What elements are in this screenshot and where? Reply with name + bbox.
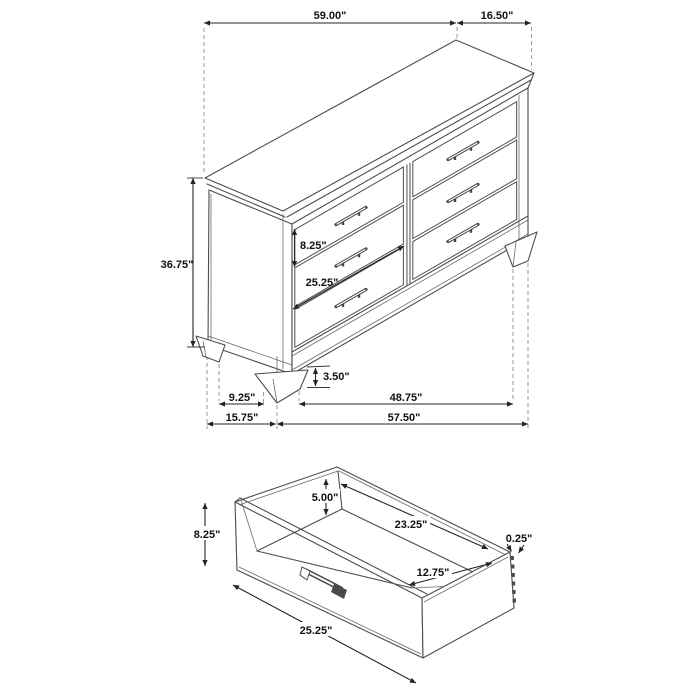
- label-drawer-front-width: 25.25": [305, 277, 339, 289]
- label-drawer-front-height: 8.25": [300, 240, 327, 252]
- label-overall-depth: 16.50": [480, 10, 514, 22]
- label-panel-thickness: 0.25": [505, 533, 533, 545]
- label-base-depth: 15.75": [225, 412, 259, 424]
- drawer-box-art: [235, 467, 516, 658]
- label-interior-depth: 12.75": [416, 567, 450, 579]
- label-overall-width: 59.00": [313, 10, 347, 22]
- label-base-width: 57.50": [387, 412, 421, 424]
- drawer-box-figure: [192, 467, 532, 683]
- label-leg-offset-side: 9.25": [228, 392, 256, 404]
- label-front-leg-span: 48.75": [389, 392, 423, 404]
- label-leg-height: 3.50": [323, 371, 350, 383]
- label-interior-height: 5.00": [311, 492, 339, 504]
- label-drawer-front-height: 8.25": [193, 529, 221, 541]
- dresser-figure: [161, 10, 537, 429]
- dresser-art: [196, 40, 537, 403]
- leg-front-left: [255, 370, 308, 403]
- label-exterior-width: 25.25": [299, 625, 333, 637]
- label-interior-width: 23.25": [394, 519, 428, 531]
- label-overall-height: 36.75": [160, 259, 194, 271]
